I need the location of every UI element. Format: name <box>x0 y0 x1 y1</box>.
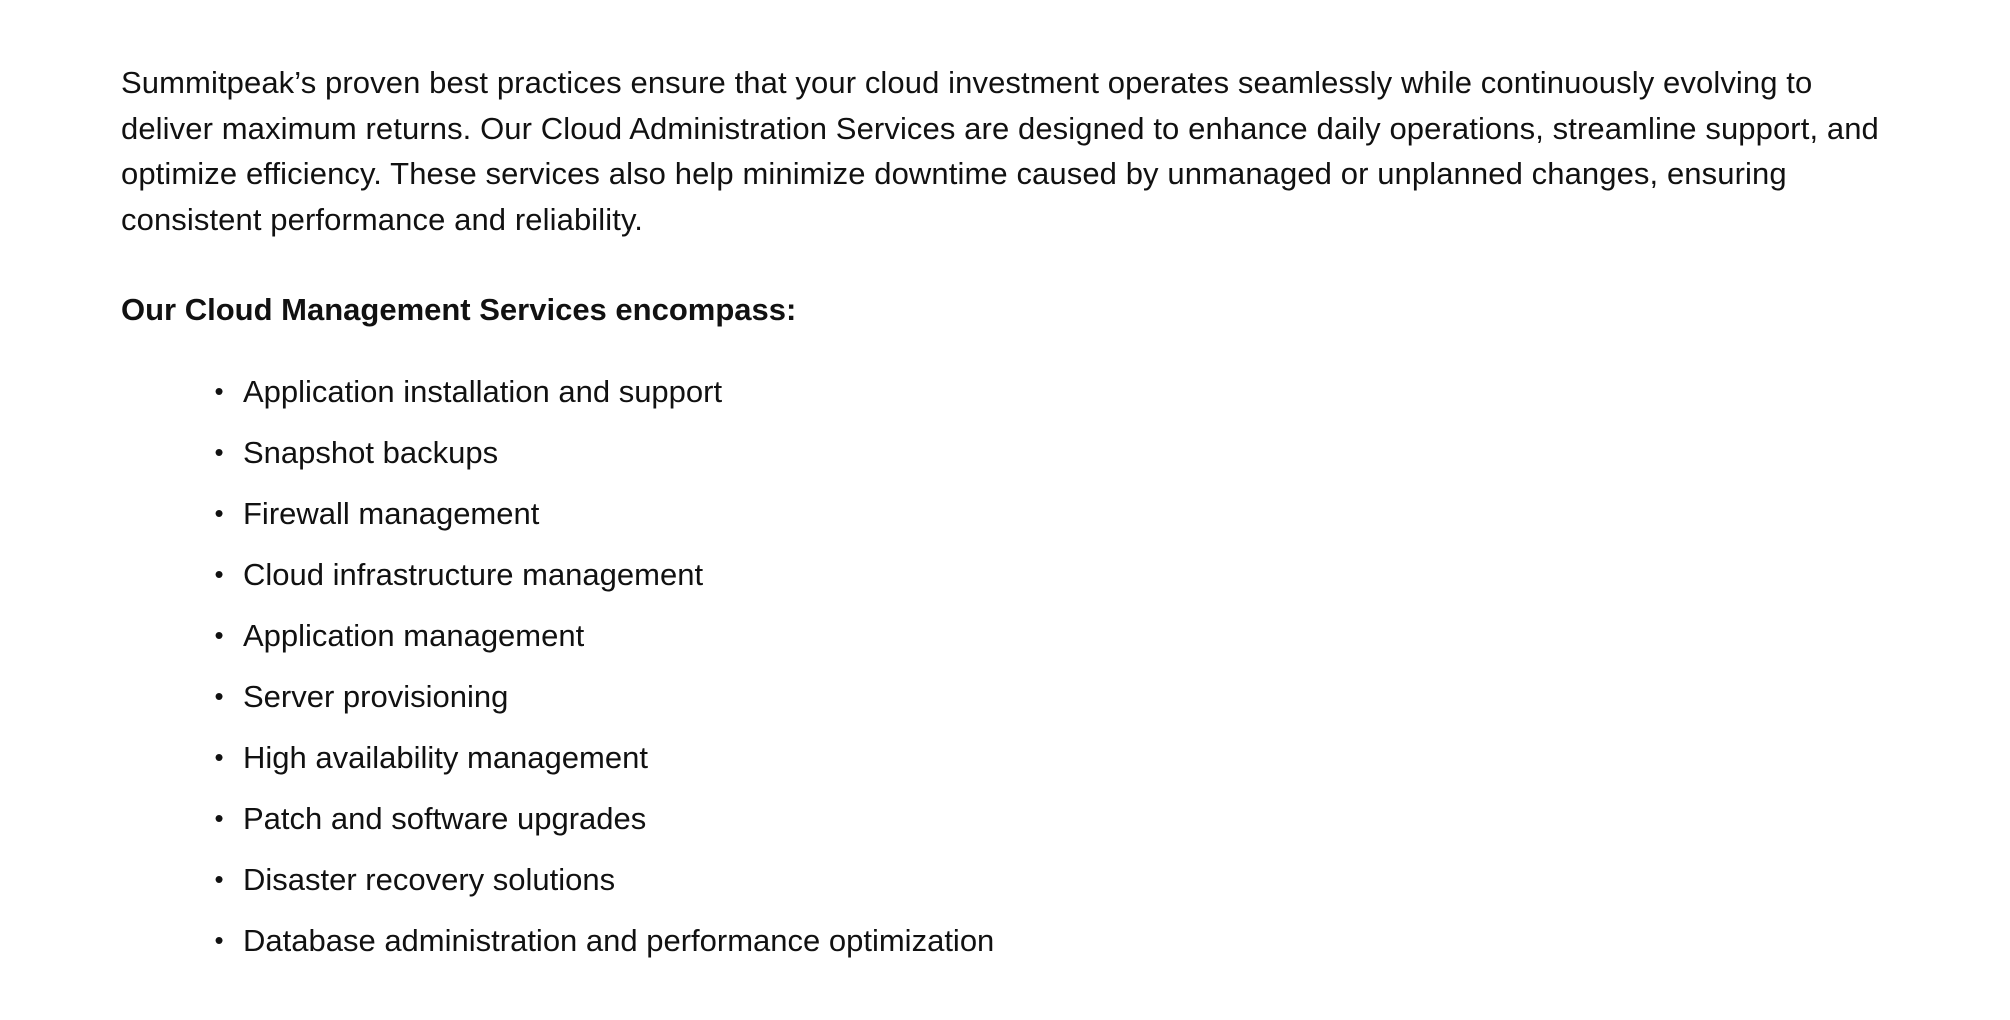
bullet-dot-icon: • <box>214 803 224 833</box>
bullet-dot-icon: • <box>214 498 224 528</box>
service-item <box>213 552 1890 597</box>
service-item <box>213 735 1890 780</box>
bullet-dot-icon: • <box>214 925 224 955</box>
service-item <box>213 918 1890 963</box>
service-item <box>213 857 1890 902</box>
service-label: Patch and software upgrades <box>243 801 647 836</box>
service-label: Cloud infrastructure management <box>243 557 704 592</box>
service-item <box>213 430 1890 475</box>
service-label: Firewall management <box>243 496 540 531</box>
service-item <box>213 369 1890 414</box>
bullet-dot-icon: • <box>214 620 224 650</box>
service-label: Server provisioning <box>243 679 509 714</box>
service-label: Application installation and support <box>243 374 723 409</box>
service-item <box>213 674 1890 719</box>
service-label: Snapshot backups <box>243 435 499 470</box>
bullet-dot-icon: • <box>214 437 224 467</box>
bullet-dot-icon: • <box>214 742 224 772</box>
bullet-dot-icon: • <box>214 681 224 711</box>
bullet-dot-icon: • <box>214 376 224 406</box>
bullet-dot-icon: • <box>214 559 224 589</box>
service-item <box>213 613 1890 658</box>
service-label: Disaster recovery solutions <box>243 862 616 897</box>
services-list <box>121 369 1890 963</box>
service-item <box>213 796 1890 841</box>
services-heading: Our Cloud Management Services encompass: <box>121 292 797 327</box>
intro-paragraph: Summitpeak’s proven best practices ensure that your cloud investment operates seamlessly while continuously evolving to deliver maximum returns. Our Cloud Administration Services are designed to enhance daily operations, streamline support, and optimize efficiency. These services also help minimize downtime caused by unmanaged or unplanned changes, ensuring consistent performance and reliability. <box>121 65 1879 237</box>
service-label: High availability management <box>243 740 648 775</box>
service-label: Database administration and performance optimization <box>243 923 995 958</box>
service-item <box>213 491 1890 536</box>
service-label: Application management <box>243 618 585 653</box>
bullet-dot-icon: • <box>214 864 224 894</box>
